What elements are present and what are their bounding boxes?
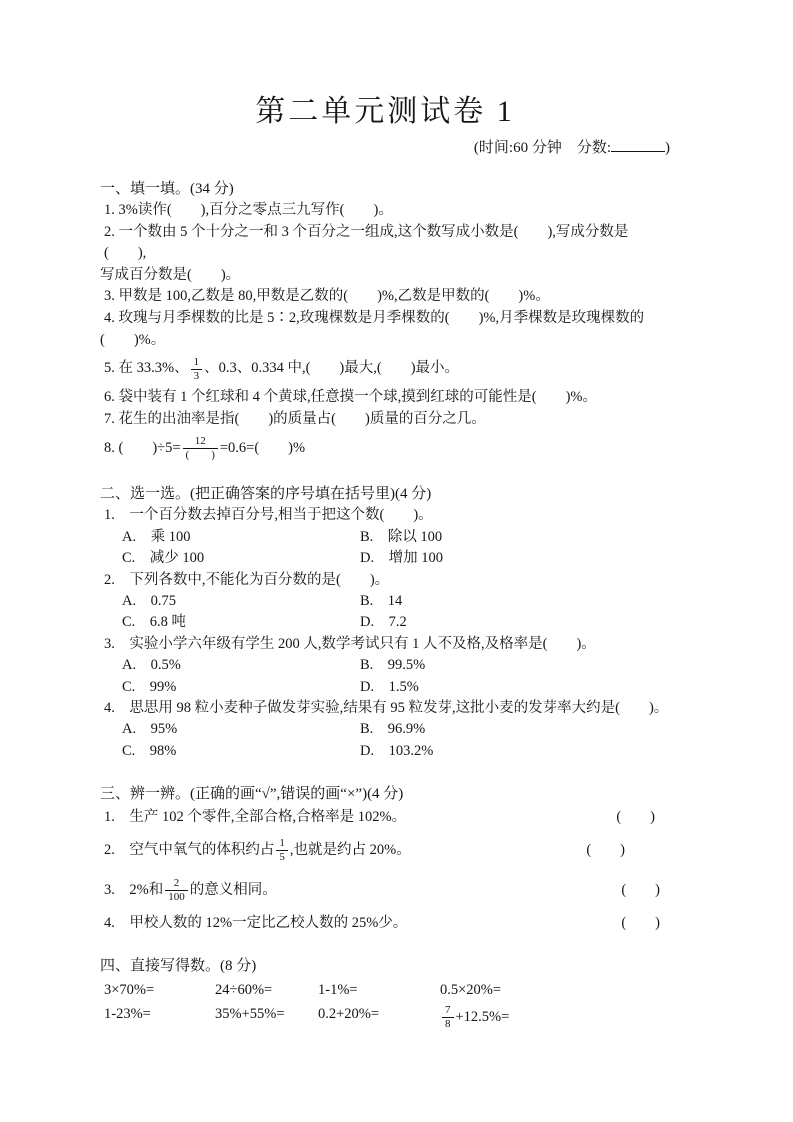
judge-q2-pre: 2. 空气中氧气的体积约占: [104, 842, 275, 859]
option-c: C. 99%: [122, 678, 177, 695]
fraction-two-hundredths: [165, 877, 188, 904]
fraction-denominator: ( ): [183, 448, 218, 462]
meta-time-score-label: (时间:60 分钟 分数:: [473, 140, 611, 156]
judge-q3: [100, 877, 670, 905]
meta-close-paren: ): [665, 140, 670, 156]
choice-q3-stem: 3. 实验小学六年级有学生 200 人,数学考试只有 1 人不及格,及格率是( )。: [104, 635, 596, 652]
fraction-numerator: 2: [173, 877, 180, 890]
judge-q3-text: [104, 877, 621, 904]
calc-expression: 0.2+20%=: [318, 1006, 380, 1023]
fill-q4-line1: 4. 玫瑰与月季棵数的比是 5∶2,玫瑰棵数是月季棵数的( )%,月季棵数是玫瑰棵数的: [104, 309, 645, 326]
judge-q2: [100, 837, 670, 865]
option-b: B. 14: [360, 592, 403, 609]
fraction-one-third: [191, 356, 203, 383]
option-b: B. 99.5%: [360, 657, 426, 674]
fraction-denominator: 5: [276, 850, 288, 864]
calc-row-1: [100, 979, 670, 1001]
calc-row-2: [100, 1003, 670, 1031]
fill-q2-line1: 2. 一个数由 5 个十分之一和 3 个百分之一组成,这个数写成小数是( ),写成分数是( ),: [104, 223, 629, 262]
fill-q1: 1. 3%读作( ),百分之零点三九写作( )。: [104, 202, 393, 218]
fill-q5: [100, 355, 670, 383]
section-choice-heading: 二、选一选。(把正确答案的序号填在括号里)(4 分): [100, 486, 432, 503]
judge-q1: [100, 807, 670, 829]
choice-q1-stem: 1. 一个百分数去掉百分号,相当于把这个数( )。: [104, 507, 433, 524]
calc-fraction-rest: +12.5%=: [455, 1009, 510, 1026]
judge-q4-answer-bracket: ( ): [621, 914, 660, 931]
fraction-numerator: 1: [279, 837, 285, 850]
paper-meta: [100, 136, 670, 157]
choice-q2-options: [100, 591, 670, 634]
fill-q7: 7. 花生的出油率是指( )的质量占( )质量的百分之几。: [104, 410, 486, 427]
judge-q3-post: 的意义相同。: [189, 882, 277, 899]
choice-q4-options: [100, 719, 670, 762]
fraction-numerator: 7: [445, 1003, 451, 1016]
option-a: A. 95%: [122, 721, 178, 738]
judge-q1-text: 1. 生产 102 个零件,全部合格,合格率是 102%。: [104, 809, 407, 826]
calc-expression: 35%+55%=: [215, 1006, 285, 1023]
section-true-false-heading: 三、辨一辨。(正确的画“√”,错误的画“×”)(4 分): [100, 786, 404, 803]
fill-q8: [100, 434, 670, 462]
judge-q1-answer-bracket: ( ): [616, 809, 655, 826]
calc-expression-with-fraction: [440, 1003, 670, 1031]
option-d: D. 7.2: [360, 614, 407, 631]
choice-q3-options: [100, 655, 670, 698]
calc-expression: 0.5×20%=: [440, 982, 502, 999]
fraction-one-fifth: [276, 837, 288, 864]
option-c: C. 6.8 吨: [122, 614, 187, 631]
fraction-denominator: 3: [191, 369, 203, 383]
fraction-numerator: 12: [194, 434, 206, 447]
section-true-false: [100, 783, 670, 934]
fraction-twelve-over-blank: [183, 435, 218, 462]
option-c: C. 98%: [122, 742, 177, 759]
option-a: A. 乘 100: [122, 528, 191, 545]
calc-expression: 1-23%=: [104, 1006, 151, 1023]
option-b: B. 96.9%: [360, 721, 426, 738]
fraction-seven-eighths: [442, 1004, 454, 1031]
section-fill-in: [100, 178, 670, 462]
calc-expression: 3×70%=: [104, 982, 155, 999]
judge-q2-post: ,也就是约占 20%。: [289, 842, 411, 859]
choice-q4-stem: 4. 思思用 98 粒小麦种子做发芽实验,结果有 95 粒发芽,这批小麦的发芽率大约是( )。: [104, 700, 669, 716]
option-d: D. 1.5%: [360, 678, 419, 695]
fill-q6: 6. 袋中装有 1 个红球和 4 个黄球,任意摸一个球,摸到红球的可能性是( )%。: [104, 389, 597, 406]
fraction-denominator: 100: [165, 890, 188, 904]
option-d: D. 增加 100: [360, 550, 443, 567]
fill-q2-line2: 写成百分数是( )。: [100, 266, 241, 283]
judge-q2-text: [104, 837, 586, 864]
calc-expression: 1-1%=: [318, 982, 358, 999]
judge-q3-answer-bracket: ( ): [621, 882, 660, 899]
fill-q8-pre: 8. ( )÷5=: [104, 439, 181, 456]
option-a: A. 0.5%: [122, 657, 181, 674]
fill-q5-pre: 5. 在 33.3%、: [104, 360, 189, 377]
fill-q4-line2: ( )%。: [100, 331, 166, 348]
score-blank-line: [611, 137, 665, 152]
section-mental-math: [100, 955, 670, 1031]
choice-q1-options: [100, 527, 670, 570]
fraction-denominator: 8: [442, 1017, 454, 1031]
judge-q3-pre: 3. 2%和: [104, 882, 164, 899]
fraction-numerator: 1: [193, 355, 200, 368]
fill-q8-post: =0.6=( )%: [219, 439, 306, 456]
option-b: B. 除以 100: [360, 528, 443, 545]
fill-q3: 3. 甲数是 100,乙数是 80,甲数是乙数的( )%,乙数是甲数的( )%。: [104, 288, 550, 305]
section-multiple-choice: [100, 483, 670, 762]
judge-q4: [100, 913, 670, 935]
section-mental-math-heading: 四、直接写得数。(8 分): [100, 958, 257, 975]
calc-expression: 24÷60%=: [215, 982, 273, 999]
option-a: A. 0.75: [122, 592, 176, 609]
judge-q4-text: 4. 甲校人数的 12%一定比乙校人数的 25%少。: [104, 914, 408, 931]
section-fill-in-heading: 一、填一填。(34 分): [100, 181, 234, 197]
page-title: 第二单元测试卷 1: [255, 95, 515, 128]
option-d: D. 103.2%: [360, 742, 434, 759]
fill-q5-post: 、0.3、0.334 中,( )最大,( )最小。: [204, 360, 460, 377]
option-c: C. 减少 100: [122, 550, 205, 567]
choice-q2-stem: 2. 下列各数中,不能化为百分数的是( )。: [104, 571, 390, 588]
judge-q2-answer-bracket: ( ): [586, 842, 625, 859]
